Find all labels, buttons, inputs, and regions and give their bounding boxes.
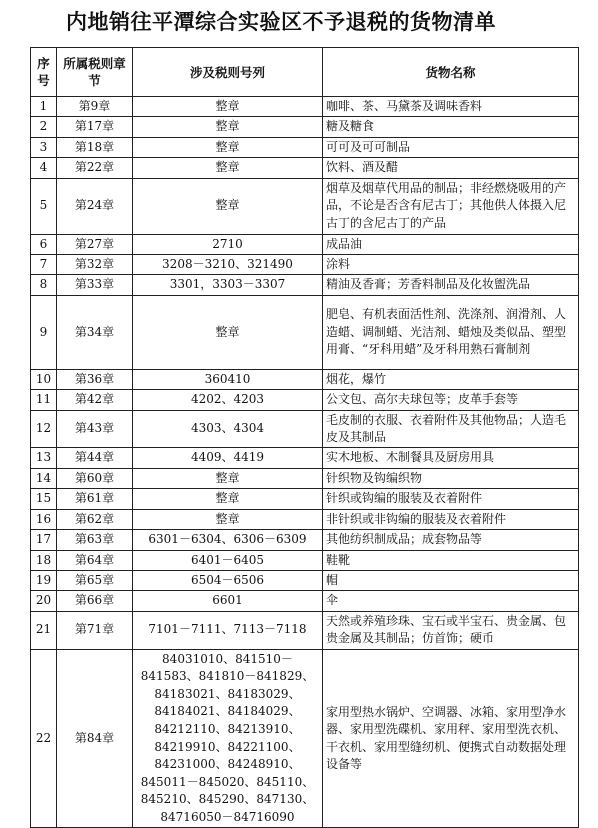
cell-seq: 11 <box>31 390 57 410</box>
cell-codes: 360410 <box>133 369 323 389</box>
table-row <box>31 591 579 611</box>
table-row <box>31 550 579 570</box>
cell-chapter: 第61章 <box>57 489 133 509</box>
table-row <box>31 410 579 448</box>
header-goods: 货物名称 <box>323 48 579 97</box>
table-row <box>31 448 579 468</box>
cell-codes: 2710 <box>133 234 323 254</box>
cell-codes: 整章 <box>133 468 323 488</box>
cell-goods: 伞 <box>323 591 579 611</box>
cell-seq: 9 <box>31 295 57 369</box>
cell-chapter: 第9章 <box>57 97 133 117</box>
cell-codes: 3301，3303－3307 <box>133 275 323 295</box>
table-row <box>31 178 579 234</box>
cell-goods: 针织或钩编的服装及衣着附件 <box>323 489 579 509</box>
table-row <box>31 530 579 550</box>
table-row <box>31 611 579 649</box>
cell-goods: 鞋靴 <box>323 550 579 570</box>
cell-seq: 6 <box>31 234 57 254</box>
header-seq: 序号 <box>31 48 57 97</box>
table-body <box>31 97 579 828</box>
table-row <box>31 489 579 509</box>
table-row <box>31 255 579 275</box>
table-row <box>31 468 579 488</box>
goods-table <box>30 47 579 828</box>
cell-chapter: 第17章 <box>57 117 133 137</box>
table-row <box>31 137 579 157</box>
table-row <box>31 117 579 137</box>
cell-codes: 整章 <box>133 117 323 137</box>
cell-goods: 烟花，爆竹 <box>323 369 579 389</box>
cell-chapter: 第66章 <box>57 591 133 611</box>
cell-codes: 6401－6405 <box>133 550 323 570</box>
cell-chapter: 第62章 <box>57 509 133 529</box>
cell-seq: 20 <box>31 591 57 611</box>
table-row <box>31 390 579 410</box>
cell-seq: 19 <box>31 570 57 590</box>
cell-seq: 8 <box>31 275 57 295</box>
table-row <box>31 509 579 529</box>
table-row <box>31 295 579 369</box>
table-row <box>31 275 579 295</box>
table-row <box>31 570 579 590</box>
cell-seq: 5 <box>31 178 57 234</box>
cell-codes: 4202、4203 <box>133 390 323 410</box>
cell-goods: 家用型热水锅炉、空调器、冰箱、家用型净水器、家用型洗碟机、家用秤、家用型洗衣机、干衣机、家用型缝纫机、便携式自动数据处理设备等 <box>323 649 579 828</box>
cell-chapter: 第34章 <box>57 295 133 369</box>
cell-seq: 4 <box>31 158 57 178</box>
cell-codes: 84031010、841510－841583、841810－841829、84183021、84183029、84184021、84184029、84212110、84213910、84219910、84221100、84231000、84248910、845011－845020、845110、845210、845290、847130、84716050－84716090 <box>133 649 323 828</box>
cell-seq: 18 <box>31 550 57 570</box>
cell-seq: 14 <box>31 468 57 488</box>
cell-seq: 21 <box>31 611 57 649</box>
cell-codes: 整章 <box>133 158 323 178</box>
cell-seq: 17 <box>31 530 57 550</box>
cell-codes: 4303、4304 <box>133 410 323 448</box>
cell-seq: 15 <box>31 489 57 509</box>
cell-goods: 饮料、酒及醋 <box>323 158 579 178</box>
cell-chapter: 第43章 <box>57 410 133 448</box>
cell-chapter: 第22章 <box>57 158 133 178</box>
header-codes: 涉及税则号列 <box>133 48 323 97</box>
page-title: 内地销往平潭综合实验区不予退税的货物清单 <box>66 10 496 34</box>
cell-chapter: 第44章 <box>57 448 133 468</box>
cell-seq: 12 <box>31 410 57 448</box>
cell-chapter: 第63章 <box>57 530 133 550</box>
cell-seq: 7 <box>31 255 57 275</box>
cell-codes: 整章 <box>133 137 323 157</box>
cell-seq: 16 <box>31 509 57 529</box>
header-chapter: 所属税则章节 <box>57 48 133 97</box>
table-row <box>31 649 579 828</box>
table-header-row <box>31 48 579 97</box>
cell-chapter: 第64章 <box>57 550 133 570</box>
cell-codes: 6601 <box>133 591 323 611</box>
cell-goods: 非针织或非钩编的服装及衣着附件 <box>323 509 579 529</box>
cell-chapter: 第33章 <box>57 275 133 295</box>
cell-goods: 咖啡、茶、马黛茶及调味香料 <box>323 97 579 117</box>
cell-codes: 6504－6506 <box>133 570 323 590</box>
cell-goods: 帽 <box>323 570 579 590</box>
cell-chapter: 第32章 <box>57 255 133 275</box>
cell-goods: 糖及糖食 <box>323 117 579 137</box>
cell-chapter: 第36章 <box>57 369 133 389</box>
cell-goods: 可可及可可制品 <box>323 137 579 157</box>
cell-codes: 7101－7111、7113－7118 <box>133 611 323 649</box>
table-row <box>31 369 579 389</box>
cell-goods: 实木地板、木制餐具及厨房用具 <box>323 448 579 468</box>
cell-goods: 精油及香膏；芳香料制品及化妆盥洗品 <box>323 275 579 295</box>
cell-chapter: 第60章 <box>57 468 133 488</box>
cell-goods: 烟草及烟草代用品的制品；非经燃烧吸用的产品，不论是否含有尼古丁；其他供人体摄入尼古丁的含尼古丁的产品 <box>323 178 579 234</box>
cell-goods: 成品油 <box>323 234 579 254</box>
cell-codes: 整章 <box>133 178 323 234</box>
cell-codes: 6301－6304、6306－6309 <box>133 530 323 550</box>
cell-codes: 整章 <box>133 489 323 509</box>
cell-codes: 整章 <box>133 509 323 529</box>
cell-chapter: 第42章 <box>57 390 133 410</box>
cell-codes: 整章 <box>133 295 323 369</box>
cell-goods: 毛皮制的衣服、衣着附件及其他物品；人造毛皮及其制品 <box>323 410 579 448</box>
cell-chapter: 第27章 <box>57 234 133 254</box>
cell-seq: 2 <box>31 117 57 137</box>
cell-seq: 22 <box>31 649 57 828</box>
table-row <box>31 234 579 254</box>
cell-seq: 10 <box>31 369 57 389</box>
table-row <box>31 158 579 178</box>
cell-goods: 其他纺织制成品；成套物品等 <box>323 530 579 550</box>
cell-seq: 1 <box>31 97 57 117</box>
cell-goods: 天然或养殖珍珠、宝石或半宝石、贵金属、包贵金属及其制品；仿首饰；硬币 <box>323 611 579 649</box>
cell-chapter: 第18章 <box>57 137 133 157</box>
cell-seq: 3 <box>31 137 57 157</box>
cell-codes: 3208－3210、321490 <box>133 255 323 275</box>
cell-chapter: 第84章 <box>57 649 133 828</box>
cell-codes: 4409、4419 <box>133 448 323 468</box>
cell-goods: 涂料 <box>323 255 579 275</box>
cell-goods: 肥皂、有机表面活性剂、洗涤剂、润滑剂、人造蜡、调制蜡、光洁剂、蜡烛及类似品、塑型用膏、“牙科用蜡”及牙科用熟石膏制剂 <box>323 295 579 369</box>
cell-seq: 13 <box>31 448 57 468</box>
cell-chapter: 第65章 <box>57 570 133 590</box>
cell-codes: 整章 <box>133 97 323 117</box>
cell-goods: 公文包、高尔夫球包等；皮革手套等 <box>323 390 579 410</box>
cell-chapter: 第24章 <box>57 178 133 234</box>
cell-goods: 针织物及钩编织物 <box>323 468 579 488</box>
table-row <box>31 97 579 117</box>
cell-chapter: 第71章 <box>57 611 133 649</box>
